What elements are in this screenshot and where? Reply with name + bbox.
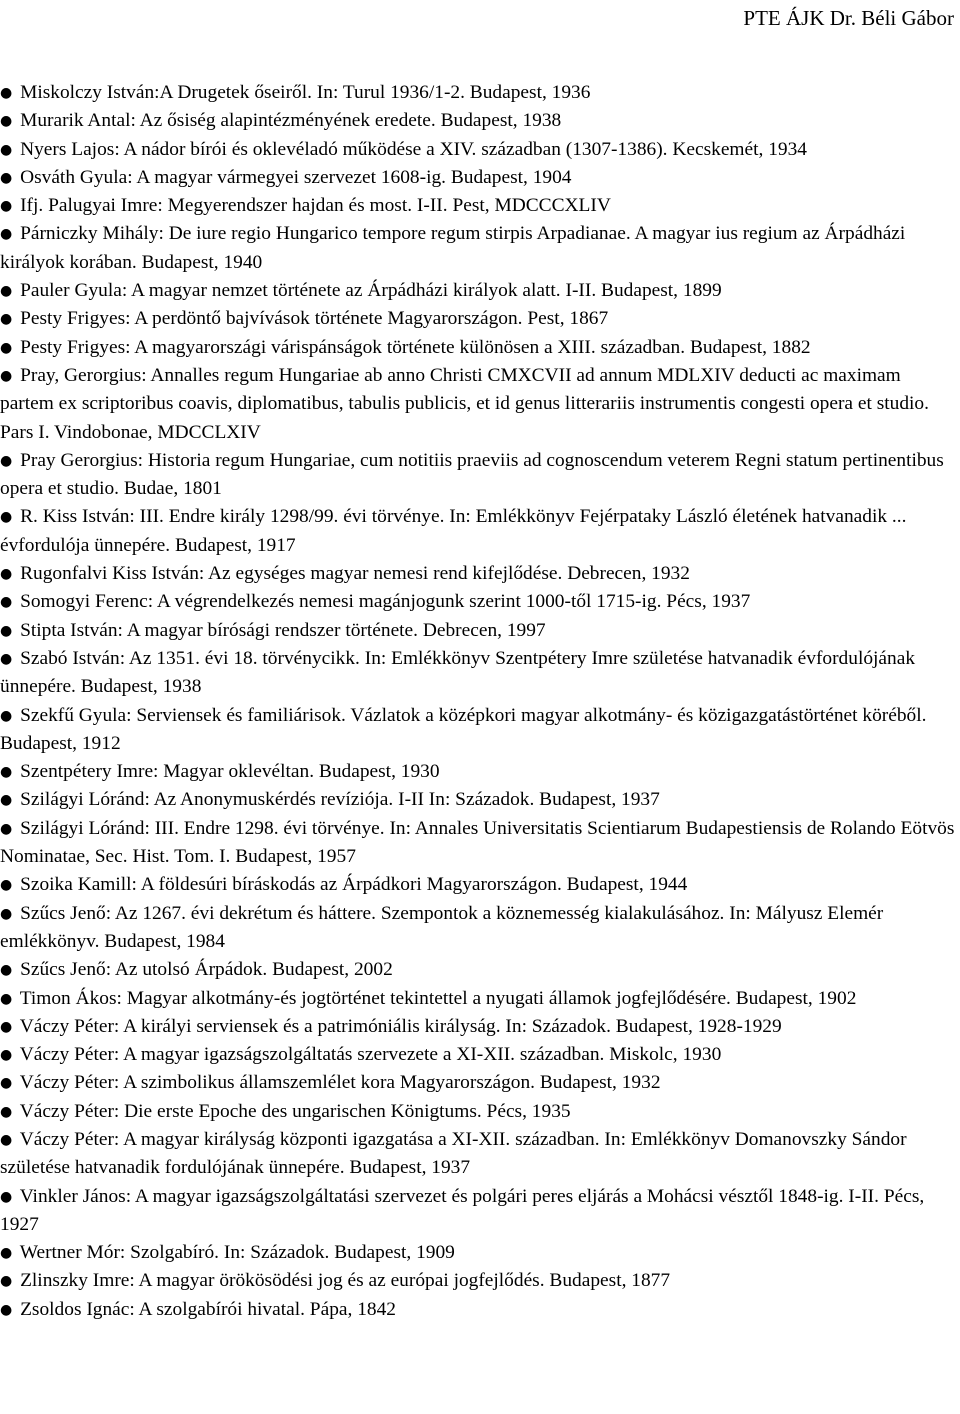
entry-text: R. Kiss István: III. Endre király 1298/99. évi törvénye. In: Emlékkönyv Fejérpataky László életének hatvanadik ... évfordulója ünnepére. Budapest, 1917 <box>0 506 907 556</box>
bullet-icon: ● <box>0 962 13 979</box>
entry-text: Vinkler János: A magyar igazságszolgáltatási szervezet és polgári peres eljárás a Mohácsi vésztől 1848-ig. I-II. Pécs, 1927 <box>0 1185 925 1235</box>
entry-text: Váczy Péter: A királyi serviensek és a patrimóniális királyság. In: Századok. Budapest, 1928-1929 <box>19 1015 782 1037</box>
bullet-icon: ● <box>0 226 13 243</box>
bullet-icon: ● <box>0 339 13 356</box>
bibliography-entry <box>0 758 958 786</box>
bibliography-entry <box>0 1069 958 1097</box>
entry-text: Stipta István: A magyar bírósági rendszer története. Debrecen, 1997 <box>20 619 546 641</box>
bullet-icon: ● <box>0 1188 13 1205</box>
bibliography-entry <box>0 702 958 759</box>
bibliography-entry <box>0 956 958 984</box>
bibliography-entry <box>0 871 958 899</box>
entry-text: Ifj. Palugyai Imre: Megyerendszer hajdan és most. I-II. Pest, MDCCCXLIV <box>20 195 611 217</box>
entry-text: Szilágyi Lóránd: III. Endre 1298. évi törvénye. In: Annales Universitatis Scientiarum Budapestiensis de Rolando Eötvös Nominatae, Sec. Hist. Tom. I. Budapest, 1957 <box>0 817 955 868</box>
bibliography-entry <box>0 1239 958 1267</box>
bibliography-entry <box>0 560 958 588</box>
bullet-icon: ● <box>0 622 13 639</box>
bibliography-entry <box>0 588 958 616</box>
bibliography-entry <box>0 305 958 333</box>
bullet-icon: ● <box>0 283 13 300</box>
entry-text: Váczy Péter: A magyar királyság központi igazgatása a XI-XII. században. In: Emlékkönyv Domanovszky Sándor születése hatvanadik fordulójának ünnepére. Budapest, 1937 <box>0 1128 907 1179</box>
bullet-icon: ● <box>0 452 13 469</box>
bibliography-entry <box>0 645 958 702</box>
bullet-icon: ● <box>0 1018 13 1035</box>
entry-text: Pray, Gerorgius: Annalles regum Hungariae ab anno Christi CMXCVII ad annum MDLXIV deducti ac maximam partem ex scriptoribus coavis, diplomatibus, tabulis publicis, et id genus litterariis instrumentis congesti opera et studio. Pars I. Vindobonae, MDCCLXIV <box>0 364 929 443</box>
bibliography-entry <box>0 900 958 957</box>
entry-text: Murarik Antal: Az ősiség alapintézményének eredete. Budapest, 1938 <box>20 110 562 132</box>
bibliography-entry <box>0 220 958 277</box>
bullet-icon: ● <box>0 1245 13 1262</box>
bibliography-entry <box>0 277 958 305</box>
bibliography-list <box>0 79 958 1324</box>
bibliography-entry <box>0 786 958 814</box>
bibliography-entry <box>0 1183 958 1240</box>
bullet-icon: ● <box>0 169 13 186</box>
bullet-icon: ● <box>0 367 13 384</box>
bibliography-entry <box>0 1267 958 1295</box>
bullet-icon: ● <box>0 85 13 101</box>
entry-text: Rugonfalvi Kiss István: Az egységes magyar nemesi rend kifejlődése. Debrecen, 1932 <box>20 563 690 585</box>
bullet-icon: ● <box>0 990 13 1007</box>
entry-text: Váczy Péter: A szimbolikus államszemlélet kora Magyarországon. Budapest, 1932 <box>19 1072 661 1094</box>
page-header: PTE ÁJK Dr. Béli Gábor <box>743 6 954 30</box>
bibliography-entry <box>0 1041 958 1069</box>
entry-text: Zlinszky Imre: A magyar örökösödési jog és az európai jogfejlődés. Budapest, 1877 <box>20 1270 671 1292</box>
bibliography-entry <box>0 447 958 504</box>
entry-text: Osváth Gyula: A magyar vármegyei szervezet 1608-ig. Budapest, 1904 <box>20 166 572 188</box>
bullet-icon: ● <box>0 198 13 215</box>
bullet-icon: ● <box>0 566 13 583</box>
bibliography-entry <box>0 503 958 560</box>
bibliography-entry <box>0 617 958 645</box>
bullet-icon: ● <box>0 650 13 667</box>
bibliography-entry <box>0 192 958 220</box>
bibliography-entry <box>0 815 958 872</box>
bullet-icon: ● <box>0 877 13 894</box>
entry-text: Zsoldos Ignác: A szolgabírói hivatal. Pápa, 1842 <box>20 1298 396 1320</box>
bibliography-entry <box>0 136 958 164</box>
entry-text: Pray Gerorgius: Historia regum Hungariae, cum notitiis praeviis ad cognoscendum veterem Regni statum pertinentibus opera et studio. Budae, 1801 <box>0 449 944 500</box>
bullet-icon: ● <box>0 509 13 526</box>
bullet-icon: ● <box>0 792 13 809</box>
entry-text: Timon Ákos: Magyar alkotmány-és jogtörténet tekintettel a nyugati államok jogfejlődésére. Budapest, 1902 <box>19 987 857 1009</box>
bullet-icon: ● <box>0 1103 13 1120</box>
bibliography-entry <box>0 362 958 447</box>
entry-text: Szentpétery Imre: Magyar oklevéltan. Budapest, 1930 <box>20 761 440 783</box>
bullet-icon: ● <box>0 764 13 781</box>
bullet-icon: ● <box>0 311 13 328</box>
bullet-icon: ● <box>0 141 13 158</box>
bullet-icon: ● <box>0 820 13 837</box>
bibliography-entry <box>0 334 958 362</box>
entry-text: Nyers Lajos: A nádor bírói és oklevéladó működése a XIV. században (1307-1386). Kecskemét, 1934 <box>20 138 807 160</box>
bibliography-entry <box>0 985 958 1013</box>
entry-text: Párniczky Mihály: De iure regio Hungarico tempore regum stirpis Arpadianae. A magyar ius regium az Árpádházi királyok korában. Budapest, 1940 <box>0 223 906 273</box>
entry-text: Wertner Mór: Szolgabíró. In: Századok. Budapest, 1909 <box>19 1242 455 1264</box>
bullet-icon: ● <box>0 707 13 724</box>
entry-text: Váczy Péter: A magyar igazságszolgáltatás szervezete a XI-XII. században. Miskolc, 1930 <box>19 1044 722 1066</box>
bibliography-entry <box>0 1098 958 1126</box>
bullet-icon: ● <box>0 1075 13 1092</box>
entry-text: Szűcs Jenő: Az 1267. évi dekrétum és háttere. Szempontok a köznemesség kialakulásához. In: Mályusz Elemér emlékkönyv. Budapest, 1984 <box>0 902 884 952</box>
entry-text: Szekfű Gyula: Serviensek és familiárisok. Vázlatok a középkori magyar alkotmány- és közigazgatástörténet köréből. Budapest, 1912 <box>0 704 927 754</box>
bibliography-entry <box>0 164 958 192</box>
bullet-icon: ● <box>0 594 13 611</box>
bullet-icon: ● <box>0 113 13 130</box>
entry-text: Szűcs Jenő: Az utolsó Árpádok. Budapest, 2002 <box>20 959 393 981</box>
entry-text: Szilágyi Lóránd: Az Anonymuskérdés revíziója. I-II In: Századok. Budapest, 1937 <box>20 789 660 811</box>
bibliography-entry <box>0 1296 958 1324</box>
bullet-icon: ● <box>0 1047 13 1064</box>
bullet-icon: ● <box>0 1273 13 1290</box>
bullet-icon: ● <box>0 905 13 922</box>
entry-text: Miskolczy István:A Drugetek őseiről. In: Turul 1936/1-2. Budapest, 1936 <box>20 82 591 103</box>
entry-text: Pesty Frigyes: A perdöntő bajvívások története Magyarországon. Pest, 1867 <box>20 308 609 330</box>
bibliography-entry <box>0 107 958 135</box>
bullet-icon: ● <box>0 1131 13 1148</box>
entry-text: Pauler Gyula: A magyar nemzet története az Árpádházi királyok alatt. I-II. Budapest, 1899 <box>20 280 722 302</box>
entry-text: Váczy Péter: Die erste Epoche des ungarischen Königtums. Pécs, 1935 <box>19 1100 571 1122</box>
entry-text: Somogyi Ferenc: A végrendelkezés nemesi magánjogunk szerint 1000-től 1715-ig. Pécs, 1937 <box>20 591 751 613</box>
entry-text: Szoika Kamill: A földesúri bíráskodás az Árpádkori Magyarországon. Budapest, 1944 <box>20 874 688 896</box>
bibliography-entry <box>0 79 958 107</box>
bibliography-entry <box>0 1013 958 1041</box>
entry-text: Pesty Frigyes: A magyarországi várispánságok története különösen a XIII. században. Budapest, 1882 <box>20 336 811 358</box>
entry-text: Szabó István: Az 1351. évi 18. törvénycikk. In: Emlékkönyv Szentpétery Imre születése hatvanadik évfordulójának ünnepére. Budapest, 1938 <box>0 647 916 698</box>
bibliography-entry <box>0 1126 958 1183</box>
bullet-icon: ● <box>0 1301 13 1318</box>
